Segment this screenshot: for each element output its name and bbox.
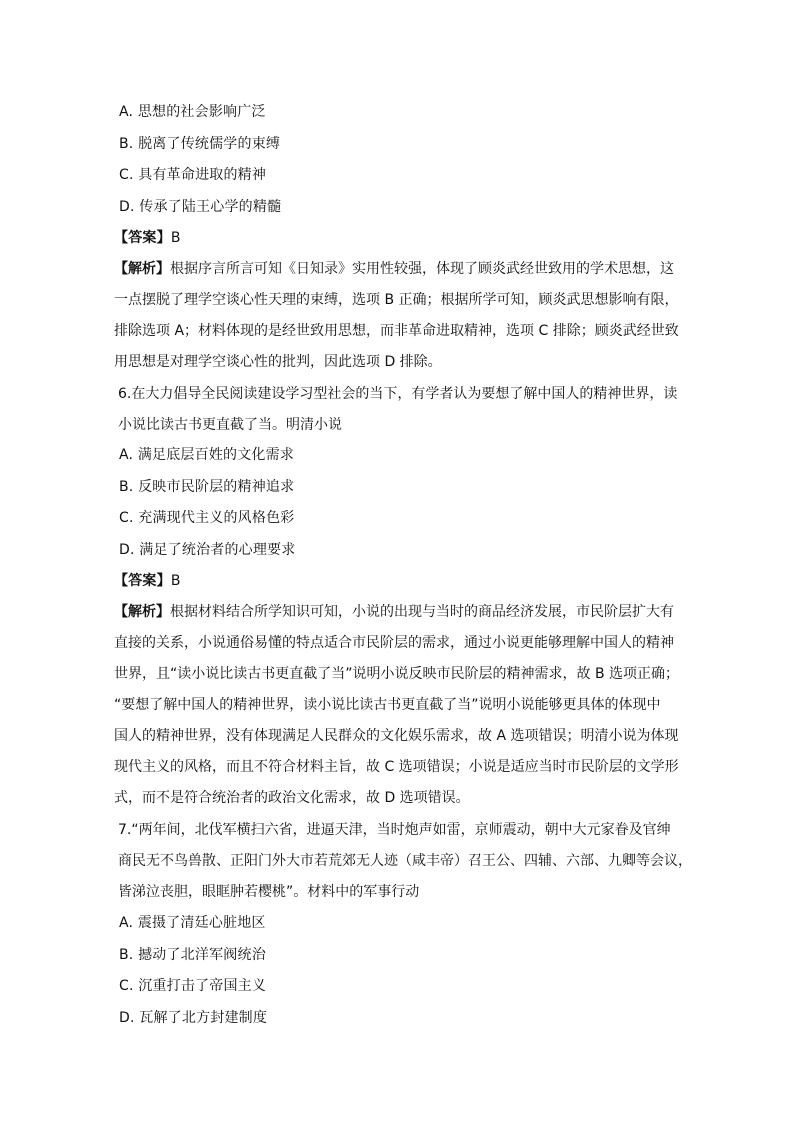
q6-option-a: A. 满足底层百姓的文化需求: [119, 447, 295, 463]
q6-analysis-line-5: 国人的精神世界，没有体现满足人民群众的文化娱乐需求，故 A 选项错误；明清小说为体现: [114, 728, 679, 744]
q6-stem-line-2: 小说比读古书更直截了当。明清小说: [118, 417, 342, 433]
q5-analysis: [114, 254, 680, 378]
q6-analysis-line-1: 根据材料结合所学知识可知，小说的出现与当时的商品经济发展，市民阶层扩大有: [170, 604, 674, 620]
q5-analysis-line-2: 一点摆脱了理学空谈心性天理的束缚，选项 B 正确；根据所学可知，顾炎武思想影响有限，: [114, 292, 679, 308]
q7-stem-line-3: 皆涕泣丧胆，眼眶肿若樱桃”。材料中的军事行动: [118, 884, 420, 900]
q7-option-a: A. 震摄了清廷心脏地区: [119, 915, 266, 931]
q7-stem-line-1: 7.“两年间，北伐军横扫六省，进逼天津，当时炮声如雷，京师震动，朝中大元家眷及官绅: [118, 822, 671, 838]
q6-stem-line-1: 6.在大力倡导全民阅读建设学习型社会的当下，有学者认为要想了解中国人的精神世界，读: [118, 386, 678, 402]
q5-answer-value: B: [170, 230, 181, 246]
q6-analysis-line-3: 世界，且“读小说比读古书更直截了当”说明小说反映市民阶层的精神需求，故 B 选项正确；: [114, 666, 680, 682]
q5-option-c: C. 具有革命进取的精神: [119, 167, 267, 183]
q5-option-d: D. 传承了陆王心学的精髓: [119, 199, 282, 215]
q7-option-b: B. 撼动了北洋军阀统治: [119, 947, 266, 963]
q7-option-c: C. 沉重打击了帝国主义: [119, 978, 267, 994]
q6-option-b: B. 反映市民阶层的精神追求: [119, 479, 295, 495]
q6-answer-value: B: [170, 573, 181, 589]
q5-answer: [114, 228, 181, 248]
q5-option-a: A. 思想的社会影响广泛: [119, 104, 266, 120]
q7-stem-line-2: 商民无不鸟兽散、正阳门外大市若荒郊无人迹（咸丰帝）召王公、四辅、六部、九卿等会议，: [118, 853, 692, 869]
q5-analysis-line-3: 排除选项 A；材料体现的是经世致用思想，而非革命进取精神，选项 C 排除；顾炎武经世致: [114, 323, 679, 339]
q6-answer: [114, 571, 181, 591]
q7-option-d: D. 瓦解了北方封建制度: [119, 1010, 268, 1026]
q5-option-b: B. 脱离了传统儒学的束缚: [119, 136, 281, 152]
q5-analysis-line-1: 根据序言所言可知《日知录》实用性较强，体现了顾炎武经世致用的学术思想，这: [170, 261, 674, 277]
q5-analysis-line-4: 用思想是对理学空谈心性的批判，因此选项 D 排除。: [114, 354, 442, 370]
q6-analysis: [114, 597, 680, 814]
q6-analysis-line-4: “要想了解中国人的精神世界，读小说比读古书更直截了当”说明小说能够更具体的体现中: [114, 697, 661, 713]
q6-option-d: D. 满足了统治者的心理要求: [119, 542, 296, 558]
q7-stem: [118, 815, 692, 908]
q6-analysis-line-6: 现代主义的风格，而且不符合材料主旨，故 C 选项错误；小说是适应当时市民阶层的文学形: [114, 759, 679, 775]
q6-analysis-label: 【解析】: [114, 604, 170, 620]
q6-answer-label: 【答案】: [114, 573, 171, 589]
q5-answer-label: 【答案】: [114, 230, 171, 246]
q5-analysis-label: 【解析】: [114, 261, 170, 277]
q6-analysis-line-7: 式，而不是符合统治者的政治文化需求，故 D 选项错误。: [114, 790, 470, 806]
q6-analysis-line-2: 直接的关系，小说通俗易懂的特点适合市民阶层的需求，通过小说更能够理解中国人的精神: [114, 635, 674, 651]
q6-stem: [118, 379, 678, 441]
q6-option-c: C. 充满现代主义的风格色彩: [119, 510, 295, 526]
